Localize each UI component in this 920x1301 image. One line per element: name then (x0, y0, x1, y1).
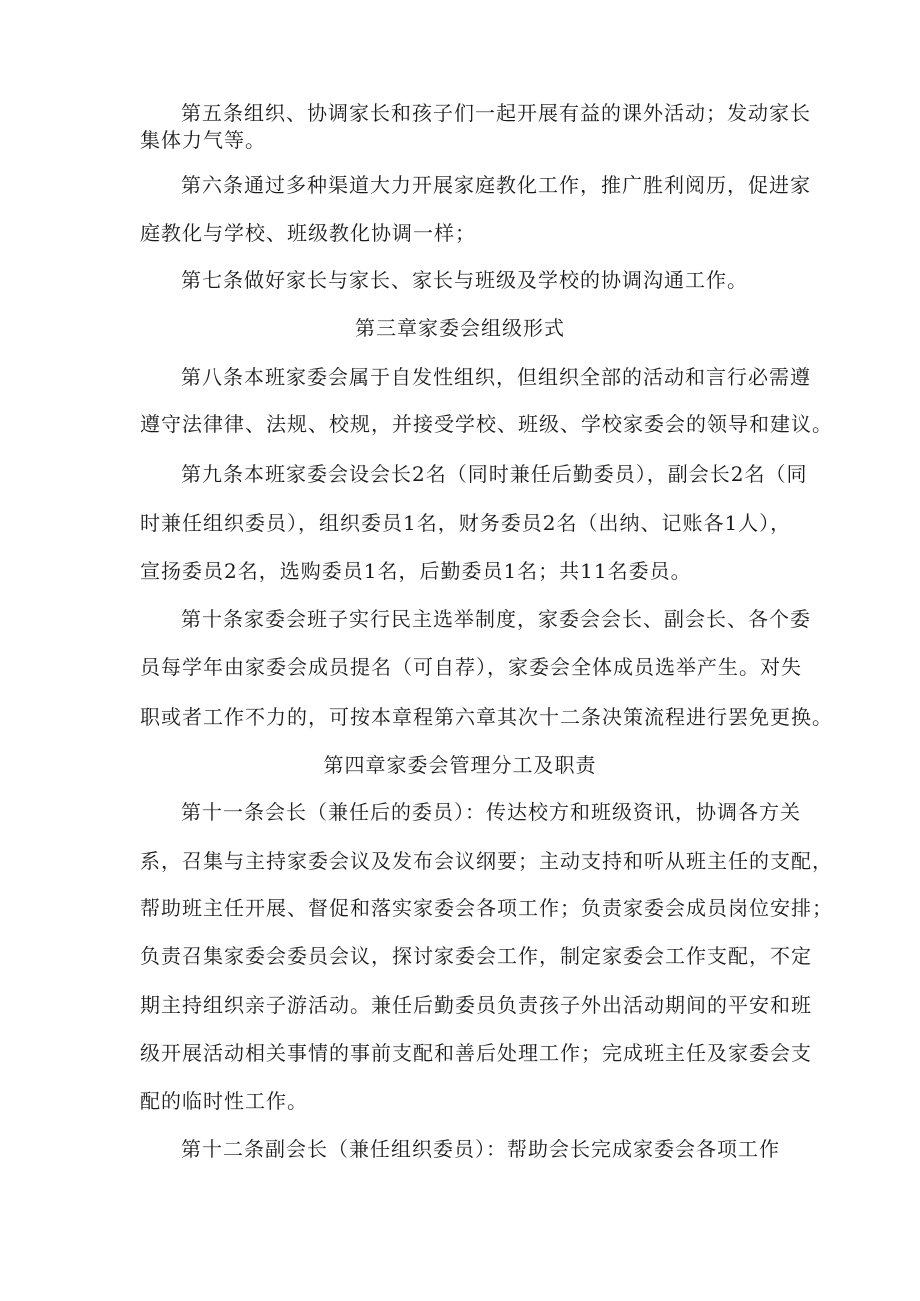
paragraph-article-10-line-1: 第十条家委会班子实行民主选举制度，家委会会长、副会长、各个委 (181, 607, 811, 631)
paragraph-article-11-line-3: 帮助班主任开展、督促和落实家委会各项工作；负责家委会成员岗位安排； (140, 896, 833, 920)
paragraph-article-5-line-1: 第五条组织、协调家长和孩子们一起开展有益的课外活动；发动家长 (181, 101, 811, 125)
paragraph-article-8-line-2: 遵守法律律、法规、校规，并接受学校、班级、学校家委会的领导和建议。 (140, 412, 833, 436)
paragraph-article-7: 第七条做好家长与家长、家长与班级及学校的协调沟通工作。 (181, 268, 748, 292)
paragraph-article-9-line-2: 时兼任组织委员），组织委员1名，财务委员2名（出纳、记账各1人）， (140, 511, 792, 535)
paragraph-article-11-line-5: 期主持组织亲子游活动。兼任后勤委员负责孩子外出活动期间的平安和班 (140, 993, 812, 1017)
paragraph-article-6-line-1: 第六条通过多种渠道大力开展家庭教化工作，推广胜利阅历，促进家 (181, 173, 811, 197)
paragraph-article-10-line-2: 员每学年由家委会成员提名（可自荐），家委会全体成员选举产生。对失 (140, 655, 802, 679)
paragraph-article-11-line-1: 第十一条会长（兼任后的委员）：传达校方和班级资讯，协调各方关 (181, 800, 801, 824)
paragraph-article-11-line-2: 系，召集与主持家委会议及发布会议纲要；主动支持和听从班主任的支配， (140, 849, 833, 873)
paragraph-article-9-line-3: 宣扬委员2名，选购委员1名，后勤委员1名；共11名委员。 (140, 559, 692, 583)
paragraph-article-10-line-3: 职或者工作不力的，可按本章程第六章其次十二条决策流程进行罢免更换。 (140, 705, 833, 729)
chapter-4-heading: 第四章家委会管理分工及职责 (323, 753, 597, 777)
paragraph-article-11-line-7: 配的临时性工作。 (140, 1089, 308, 1113)
paragraph-article-8-line-1: 第八条本班家委会属于自发性组织，但组织全部的活动和言行必需遵 (181, 365, 811, 389)
paragraph-article-9-line-1: 第九条本班家委会设会长2名（同时兼任后勤委员），副会长2名（同 (181, 462, 808, 486)
chapter-3-heading: 第三章家委会组级形式 (355, 316, 565, 340)
paragraph-article-11-line-6: 级开展活动相关事情的事前支配和善后处理工作；完成班主任及家委会支 (140, 1041, 812, 1065)
paragraph-article-12-line-1: 第十二条副会长（兼任组织委员）：帮助会长完成家委会各项工作 (181, 1137, 780, 1161)
paragraph-article-11-line-4: 负责召集家委会委员会议，探讨家委会工作，制定家委会工作支配，不定 (140, 944, 812, 968)
paragraph-article-6-line-2: 庭教化与学校、班级教化协调一样； (140, 221, 476, 245)
paragraph-article-5-line-2: 集体力气等。 (140, 128, 266, 152)
